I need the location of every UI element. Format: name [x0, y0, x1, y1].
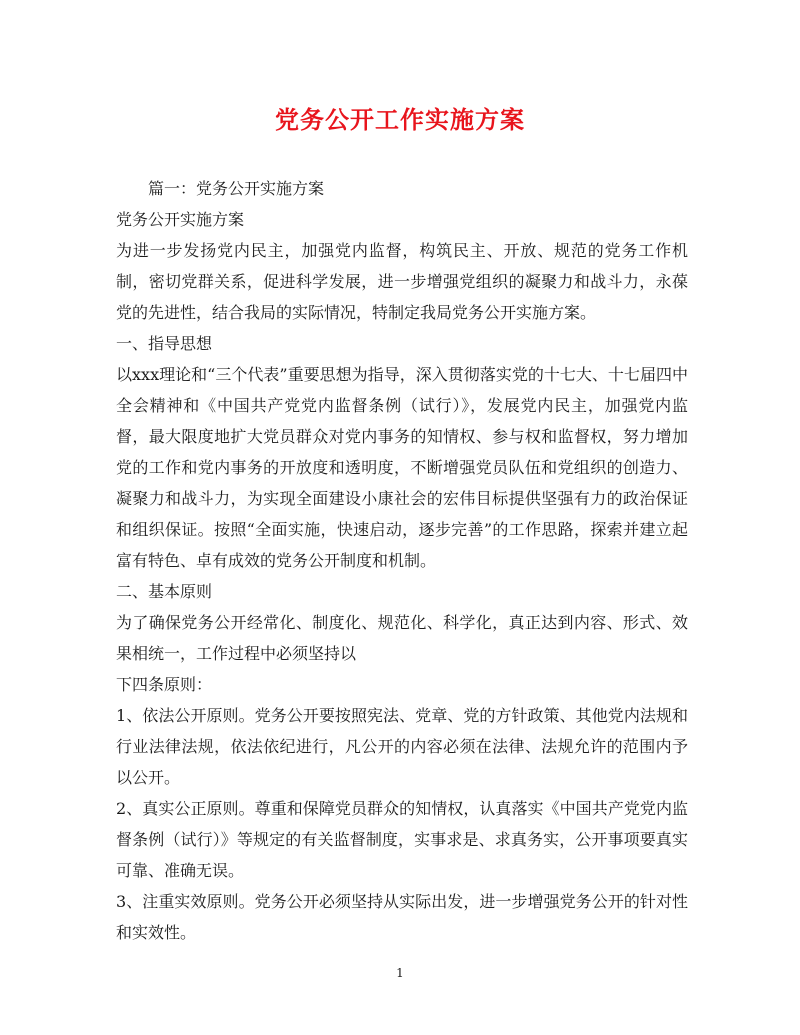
section-title: 党务公开实施方案	[116, 210, 245, 229]
principle-item-1: 1、依法公开原则。党务公开要按照宪法、党章、党的方针政策、其他党内法规和行业法律法规，依法依纪进行，凡公开的内容必须在法律、法规允许的范围内予以公开。	[116, 706, 688, 787]
document-body	[116, 173, 688, 948]
principle-item-3: 3、注重实效原则。党务公开必须坚持从实际出发，进一步增强党务公开的针对性和实效性。	[116, 892, 688, 942]
heading-guiding-ideology: 一、指导思想	[116, 334, 213, 353]
guiding-ideology-paragraph: 以xxx理论和“三个代表”重要思想为指导，深入贯彻落实党的十七大、十七届四中全会精神和《中国共产党党内监督条例（试行）》，发展党内民主，加强党内监督，最大限度地扩大党员群众对党内事务的知情权、参与权和监督权，努力增加党的工作和党内事务的开放度和透明度，不断增强党员队伍和党组织的创造力、凝聚力和战斗力，为实现全面建设小康社会的宏伟目标提供坚强有力的政治保证和组织保证。按照“全面实施，快速启动，逐步完善”的工作思路，探索并建立起富有特色、卓有成效的党务公开制度和机制。	[116, 365, 688, 570]
intro-paragraph: 为进一步发扬党内民主，加强党内监督，构筑民主、开放、规范的党务工作机制，密切党群关系，促进科学发展，进一步增强党组织的凝聚力和战斗力，永葆党的先进性，结合我局的实际情况，特制定我局党务公开实施方案。	[116, 241, 688, 322]
chapter-heading: 篇一：党务公开实施方案	[148, 179, 325, 198]
principles-intro-continuation: 下四条原则：	[116, 675, 213, 694]
document-title: 党务公开工作实施方案	[275, 105, 525, 134]
heading-basic-principles: 二、基本原则	[116, 582, 213, 601]
principles-intro-paragraph: 为了确保党务公开经常化、制度化、规范化、科学化，真正达到内容、形式、效果相统一，工作过程中必须坚持以	[116, 613, 688, 663]
principle-item-2: 2、真实公正原则。尊重和保障党员群众的知情权，认真落实《中国共产党党内监督条例（试行）》等规定的有关监督制度，实事求是、求真务实，公开事项要真实可靠、准确无误。	[116, 799, 688, 880]
page-number: 1	[396, 966, 404, 980]
